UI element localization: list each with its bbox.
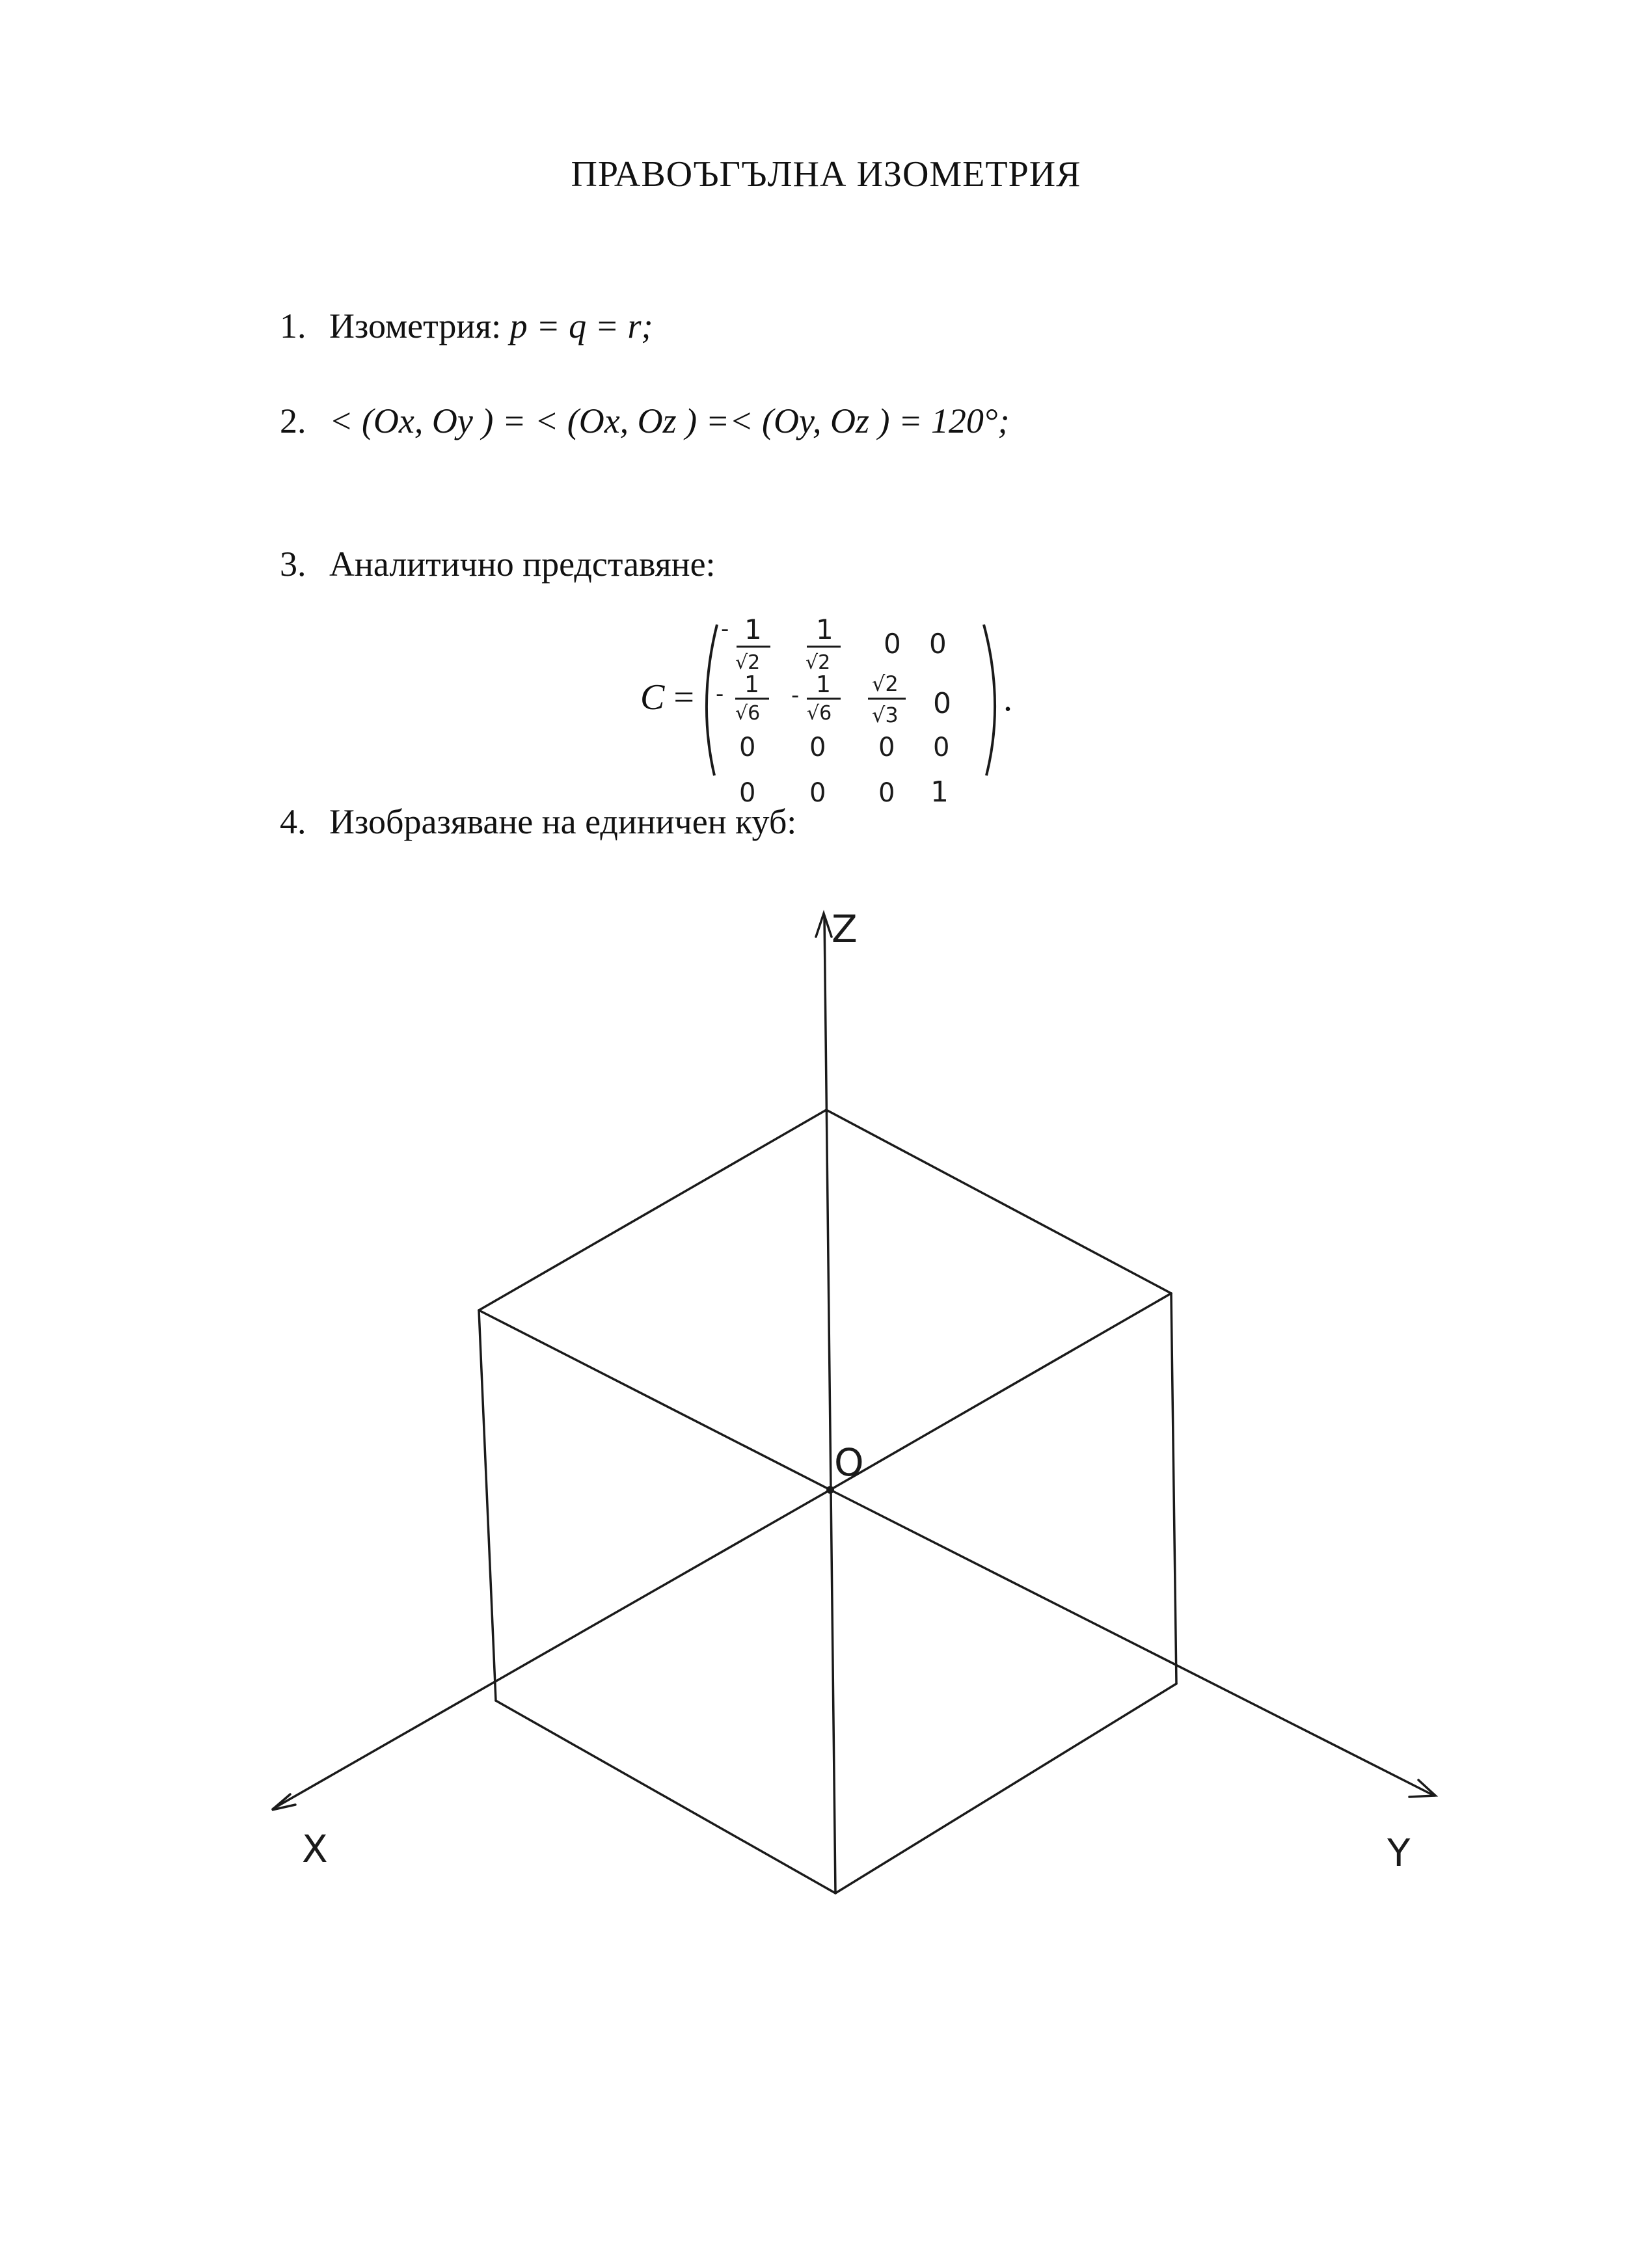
x-axis <box>273 1490 830 1809</box>
r2c2-sign: - <box>791 682 800 708</box>
z-axis-label: Z <box>832 907 858 951</box>
r1c1-sign: - <box>721 616 729 642</box>
r2c3-den: √3 <box>872 703 899 727</box>
r1c1-den: √2 <box>735 651 761 674</box>
matrix-equals: = <box>673 677 694 718</box>
item-number: 4. <box>280 802 306 841</box>
item-number: 2. <box>280 401 306 440</box>
r2c1-den: √6 <box>735 702 761 725</box>
item-text: < (Ox, Oy ) = < (Ox, Oz ) =< (Oy, Oz ) = 120°; <box>329 401 1010 440</box>
r3c2: 0 <box>809 733 826 762</box>
cube-edge <box>1171 1293 1176 1684</box>
item-formula: p = q = r; <box>509 306 653 345</box>
cube-edge <box>479 1110 826 1310</box>
cube-edge <box>479 1310 830 1490</box>
r2c4: 0 <box>933 687 951 720</box>
r4c2: 0 <box>809 778 826 808</box>
r2c3-num: √2 <box>872 671 899 696</box>
page-title: ПРАВОЪГЪЛНА ИЗОМЕТРИЯ <box>571 154 1081 195</box>
r2c1-num: 1 <box>744 671 759 698</box>
item-number: 3. <box>280 545 306 584</box>
r1c3: 0 <box>884 628 901 660</box>
origin-label: O <box>834 1440 864 1485</box>
y-axis <box>830 1490 1434 1796</box>
r1c1-num: 1 <box>744 613 762 645</box>
r3c4: 0 <box>933 733 950 762</box>
cube-edge <box>496 1701 835 1893</box>
r1c4: 0 <box>929 628 947 660</box>
cube-edge <box>826 1110 1171 1293</box>
item-text: Изометрия: <box>329 306 510 345</box>
cube-edge <box>835 1684 1176 1893</box>
matrix-name: C <box>640 677 665 718</box>
r1c2-den: √2 <box>806 651 831 674</box>
r3c1: 0 <box>739 733 756 762</box>
y-axis-label: Y <box>1387 1831 1411 1875</box>
x-axis-label: X <box>302 1827 328 1871</box>
r4c3: 0 <box>878 778 895 808</box>
origin-point <box>826 1486 834 1494</box>
r2c2-num: 1 <box>816 671 831 698</box>
item-text: Аналитично представяне: <box>329 545 716 584</box>
r2c1-sign: - <box>716 681 724 707</box>
r4c4: 1 <box>930 775 949 809</box>
matrix-end: . <box>1003 679 1012 719</box>
item-number: 1. <box>280 306 306 345</box>
cube-edge <box>830 1293 1171 1490</box>
r1c2-num: 1 <box>816 613 833 645</box>
z-axis <box>824 917 835 1893</box>
item-text: Изобразяване на единичен куб: <box>329 802 797 841</box>
r4c1: 0 <box>739 778 756 808</box>
r3c3: 0 <box>878 733 895 762</box>
r2c2-den: √6 <box>807 702 832 725</box>
cube-edge <box>479 1310 496 1701</box>
